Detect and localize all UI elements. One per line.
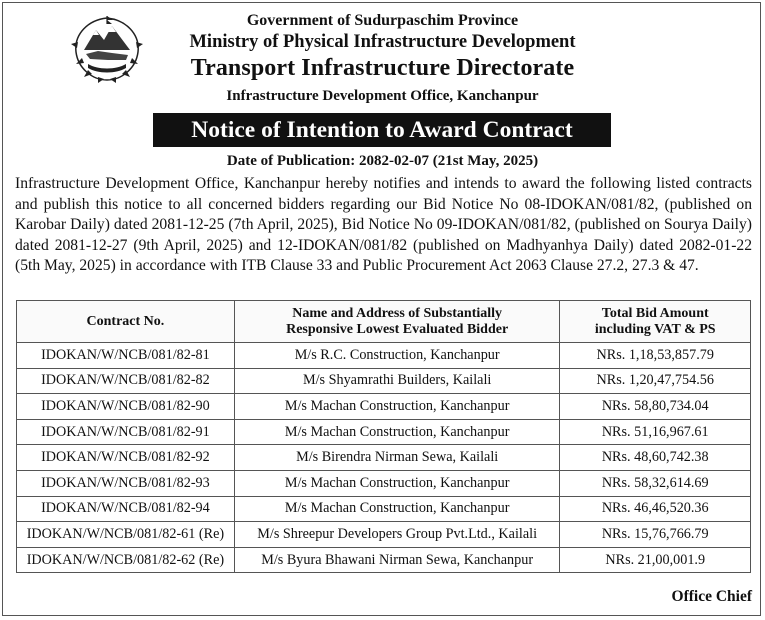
header-bidder-line2: Responsive Lowest Evaluated Bidder bbox=[286, 321, 509, 337]
table-row bbox=[17, 496, 751, 522]
bidder-cell: M/s Birendra Nirman Sewa, Kailali bbox=[234, 445, 560, 471]
signatory-title: Office Chief bbox=[671, 588, 752, 605]
province-name: Government of Sudurpaschim Province bbox=[246, 12, 519, 29]
contract-no-cell: IDOKAN/W/NCB/081/82-90 bbox=[17, 394, 235, 420]
table-row bbox=[17, 419, 751, 445]
header-amount-line2: including VAT & PS bbox=[594, 321, 716, 337]
table-row bbox=[17, 547, 751, 573]
office-name: Infrastructure Development Office, Kanchanpur bbox=[226, 88, 539, 104]
amount-cell: NRs. 51,16,967.61 bbox=[560, 419, 751, 445]
contract-no-cell: IDOKAN/W/NCB/081/82-93 bbox=[17, 470, 235, 496]
bidder-cell: M/s Byura Bhawani Nirman Sewa, Kanchanpur bbox=[234, 547, 560, 573]
table-row bbox=[17, 522, 751, 548]
amount-cell: NRs. 48,60,742.38 bbox=[560, 445, 751, 471]
header-bidder-line1: Name and Address of Substantially bbox=[292, 305, 503, 321]
header-amount-line1: Total Bid Amount bbox=[601, 305, 709, 321]
contract-no-cell: IDOKAN/W/NCB/081/82-91 bbox=[17, 419, 235, 445]
contract-no-cell: IDOKAN/W/NCB/081/82-82 bbox=[17, 368, 235, 394]
bidder-cell: M/s Machan Construction, Kanchanpur bbox=[234, 496, 560, 522]
publication-date: Date of Publication: 2082-02-07 (21st May, 2025) bbox=[226, 153, 539, 169]
table-row bbox=[17, 343, 751, 369]
contract-no-cell: IDOKAN/W/NCB/081/82-61 (Re) bbox=[17, 522, 235, 548]
bidder-cell: M/s Machan Construction, Kanchanpur bbox=[234, 470, 560, 496]
amount-cell: NRs. 1,20,47,754.56 bbox=[560, 368, 751, 394]
table-row bbox=[17, 445, 751, 471]
contract-no-cell: IDOKAN/W/NCB/081/82-81 bbox=[17, 343, 235, 369]
bidder-cell: M/s Shyamrathi Builders, Kailali bbox=[234, 368, 560, 394]
header-amount bbox=[560, 301, 751, 343]
amount-cell: NRs. 58,32,614.69 bbox=[560, 470, 751, 496]
award-table bbox=[16, 300, 751, 573]
bidder-cell: M/s R.C. Construction, Kanchanpur bbox=[234, 343, 560, 369]
header-bidder bbox=[234, 301, 560, 343]
notice-title-banner: Notice of Intention to Award Contract bbox=[153, 113, 611, 147]
table-row bbox=[17, 368, 751, 394]
amount-cell: NRs. 1,18,53,857.79 bbox=[560, 343, 751, 369]
notice-body: Infrastructure Development Office, Kanchanpur hereby notifies and intends to award the following listed contracts and publish this notice to all concerned bidders regarding our Bid Notice No 08-IDOKAN/081/82, (published on Karobar Daily) dated 2081-12-25 (7th April, 2025), Bid Notice No 09-IDOKAN/081/82, (published on Sourya Daily) dated 2081-12-27 (9th April, 2025) and 12-IDOKAN/081/82 (published on Madhyanhya Daily) dated 2082-01-22 (5th May, 2025) in accordance with ITB Clause 33 and Public Procurement Act 2063 Clause 27.2, 27.3 & 47. bbox=[15, 175, 752, 274]
bidder-cell: M/s Machan Construction, Kanchanpur bbox=[234, 394, 560, 420]
table-header-row bbox=[17, 301, 751, 343]
bidder-cell: M/s Shreepur Developers Group Pvt.Ltd., Kailali bbox=[234, 522, 560, 548]
bidder-cell: M/s Machan Construction, Kanchanpur bbox=[234, 419, 560, 445]
directorate-name: Transport Infrastructure Directorate bbox=[190, 55, 575, 81]
ministry-name: Ministry of Physical Infrastructure Development bbox=[189, 32, 576, 52]
contract-no-cell: IDOKAN/W/NCB/081/82-94 bbox=[17, 496, 235, 522]
table-row bbox=[17, 394, 751, 420]
amount-cell: NRs. 46,46,520.36 bbox=[560, 496, 751, 522]
table-row bbox=[17, 470, 751, 496]
contract-no-cell: IDOKAN/W/NCB/081/82-62 (Re) bbox=[17, 547, 235, 573]
header-contract-no: Contract No. bbox=[17, 301, 235, 343]
amount-cell: NRs. 15,76,766.79 bbox=[560, 522, 751, 548]
amount-cell: NRs. 21,00,001.9 bbox=[560, 547, 751, 573]
contract-no-cell: IDOKAN/W/NCB/081/82-92 bbox=[17, 445, 235, 471]
amount-cell: NRs. 58,80,734.04 bbox=[560, 394, 751, 420]
